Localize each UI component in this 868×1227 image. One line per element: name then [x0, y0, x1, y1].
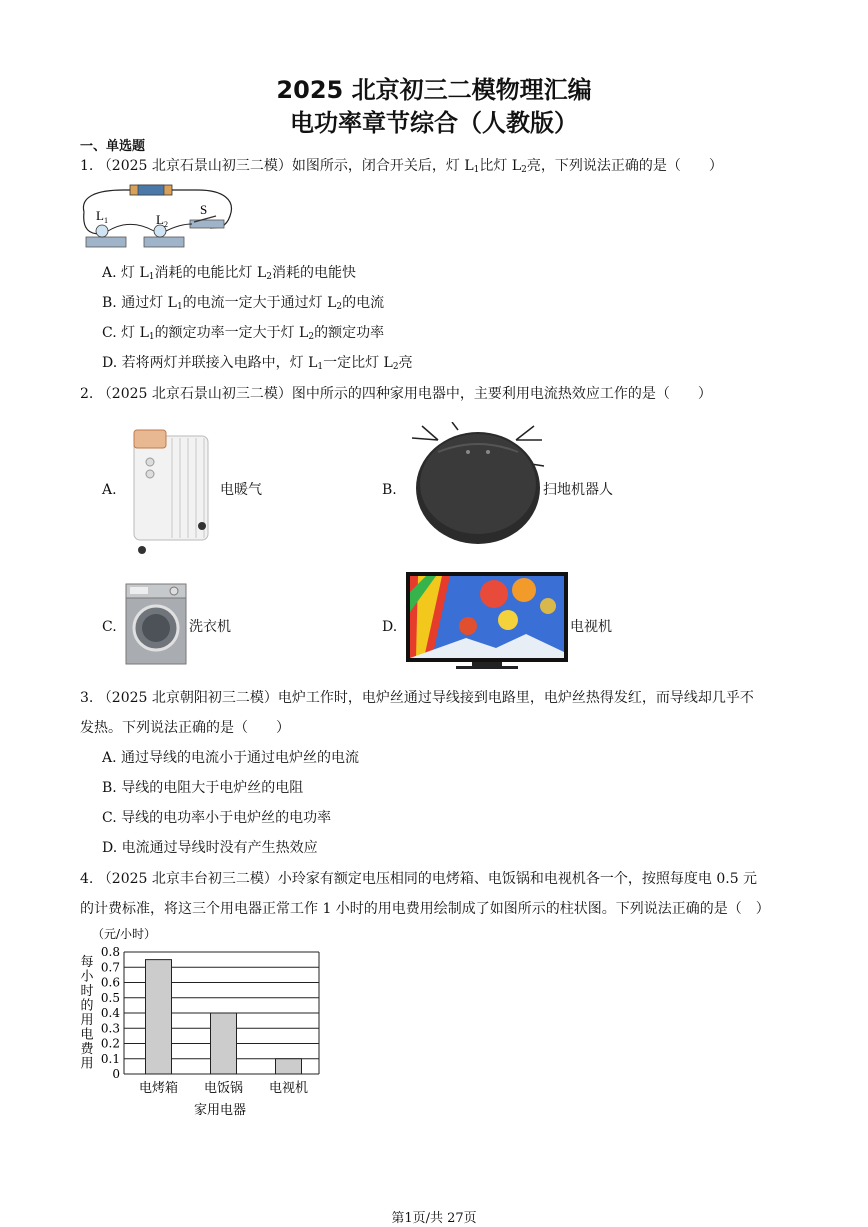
- cost-bar-chart: [74, 924, 334, 1120]
- q3-option-c[interactable]: C. 导线的电功率小于电炉丝的电功率: [102, 810, 332, 826]
- chart-bar: [211, 1013, 237, 1074]
- q1-option-c[interactable]: C. 灯 $L_1$的额定功率一定大于灯 $L_2$的额定功率: [102, 325, 385, 342]
- electric-heater-image: [128, 420, 216, 560]
- q1-option-b[interactable]: B. 通过灯 $L_1$的电流一定大于通过灯 $L_2$的电流: [102, 295, 385, 312]
- chart-x-ticks: [139, 1080, 308, 1096]
- q2-option-d-letter[interactable]: D.: [382, 619, 398, 635]
- chart-y-label-char: 费: [80, 1042, 94, 1057]
- chart-y-label-char: 时: [80, 984, 94, 999]
- chart-x-tick-label: 电视机: [268, 1081, 309, 1096]
- chart-y-ticks: [101, 945, 120, 1081]
- question-1-stem: 1. （2025 北京石景山初三二模）如图所示，闭合开关后，灯 $L_1$比灯 $L_2$亮，下列说法正确的是（ ）: [80, 158, 723, 175]
- q2-option-c-label: 洗衣机: [189, 619, 231, 635]
- chart-x-tick-label: 电饭锅: [203, 1081, 244, 1096]
- lamp-l2-base: [144, 237, 184, 247]
- q1-option-a[interactable]: A. 灯 $L_1$消耗的电能比灯 $L_2$消耗的电能快: [102, 265, 356, 282]
- chart-bar: [276, 1059, 302, 1074]
- chart-y-tick-label: 0.3: [100, 1021, 120, 1036]
- chart-y-tick-label: 0.1: [100, 1051, 120, 1066]
- q1-stem-part-c: 亮，下列说法正确的是（ ）: [526, 158, 723, 174]
- chart-y-tick-label: 0: [112, 1067, 120, 1081]
- chart-x-tick-label: 电烤箱: [138, 1081, 179, 1096]
- chart-y-tick-label: 0.8: [100, 945, 120, 959]
- question-4-stem-line2: 的计费标准，将这三个用电器正常工作 1 小时的用电费用绘制成了如图所示的柱状图。下列说法正确的是（ ）: [80, 901, 770, 917]
- q1-option-d[interactable]: D. 若将两灯并联接入电路中，灯 $L_1$一定比灯 $L_2$亮: [102, 355, 413, 372]
- q3-option-d[interactable]: D. 电流通过导线时没有产生热效应: [102, 840, 318, 856]
- svg-text:1: 1: [104, 216, 108, 225]
- q2-option-d-label: 电视机: [570, 619, 612, 635]
- page-title: 2025 北京初三二模物理汇编: [276, 76, 592, 104]
- page-footer: 第1页/共 27页: [391, 1211, 477, 1226]
- label-l1: L: [96, 208, 104, 223]
- label-l2: L: [156, 212, 164, 227]
- chart-bars: [146, 960, 302, 1074]
- chart-y-tick-label: 0.6: [100, 975, 120, 990]
- chart-y-axis-label: [80, 955, 94, 1072]
- chart-bar: [146, 960, 172, 1074]
- chart-y-label-char: 用: [80, 1013, 94, 1028]
- q1-stem-part-a: 1. （2025 北京石景山初三二模）如图所示，闭合开关后，灯 L: [80, 158, 474, 174]
- circuit-diagram: [78, 182, 238, 252]
- chart-y-tick-label: 0.5: [100, 990, 120, 1005]
- chart-y-label-char: 每: [80, 955, 94, 970]
- q2-option-b-label: 扫地机器人: [543, 482, 613, 498]
- washing-machine-image: [124, 582, 188, 666]
- section-title: 一、单选题: [80, 139, 146, 154]
- chart-x-axis-label: 家用电器: [193, 1103, 247, 1118]
- q2-option-c-letter[interactable]: C.: [102, 619, 117, 635]
- chart-y-tick-label: 0.4: [100, 1006, 120, 1020]
- page-subtitle: 电功率章节综合（人教版）: [290, 109, 578, 137]
- chart-y-tick-label: 0.2: [100, 1036, 120, 1051]
- chart-y-label-char: 电: [80, 1027, 94, 1043]
- question-2-stem: 2. （2025 北京石景山初三二模）图中所示的四种家用电器中，主要利用电流热效应工作的是（ ）: [80, 386, 712, 402]
- q2-option-a-letter[interactable]: A.: [102, 482, 117, 498]
- q1-stem-part-b: 比灯 L: [479, 158, 522, 174]
- chart-unit-label: （元/小时）: [92, 927, 157, 941]
- robot-vacuum-image: [408, 422, 546, 548]
- q2-option-a-label: 电暖气: [220, 482, 262, 498]
- lamp-l1-base: [86, 237, 126, 247]
- q3-option-b[interactable]: B. 导线的电阻大于电炉丝的电阻: [102, 780, 304, 796]
- chart-y-tick-label: 0.7: [100, 960, 120, 975]
- q3-option-a[interactable]: A. 通过导线的电流小于通过电炉丝的电流: [102, 750, 360, 766]
- question-3-stem-line2: 发热。下列说法正确的是（ ）: [80, 720, 290, 736]
- label-s: S: [200, 202, 208, 217]
- question-3-stem-line1: 3. （2025 北京朝阳初三二模）电炉工作时，电炉丝通过导线接到电路里，电炉丝热得发红，而导线却几乎不: [80, 690, 754, 706]
- chart-y-label-char: 用: [80, 1056, 94, 1072]
- chart-y-label-char: 小: [80, 969, 94, 985]
- q2-option-b-letter[interactable]: B.: [382, 482, 397, 498]
- chart-y-label-char: 的: [80, 998, 94, 1014]
- question-4-stem-line1: 4. （2025 北京丰台初三二模）小玲家有额定电压相同的电烤箱、电饭锅和电视机各一个，按照每度电 0.5 元: [80, 871, 758, 887]
- svg-text:2: 2: [164, 220, 168, 229]
- television-image: [406, 572, 568, 670]
- lamp-l1-icon: [96, 225, 108, 237]
